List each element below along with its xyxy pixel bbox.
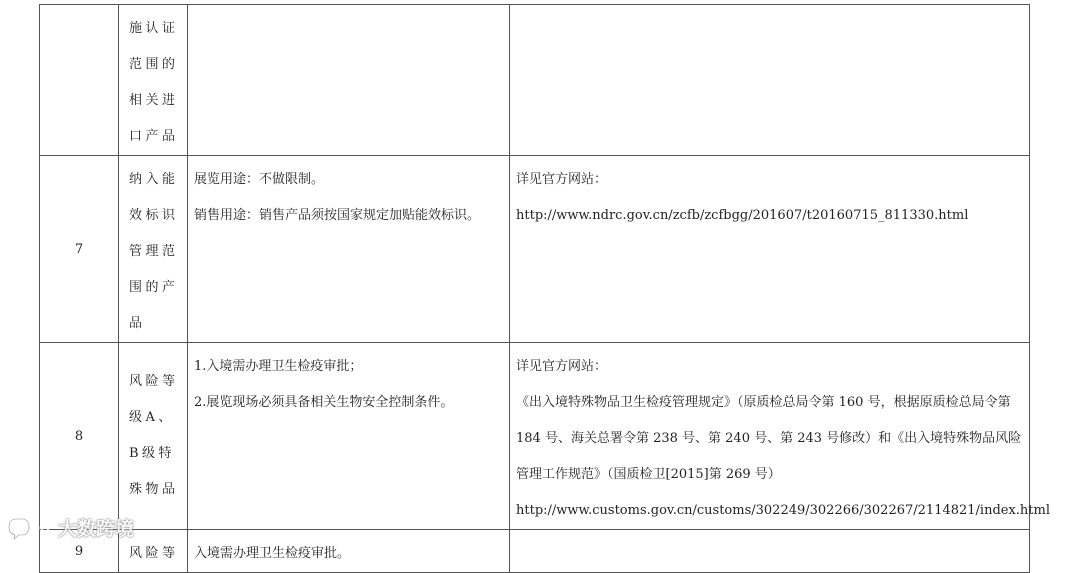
row-number — [40, 5, 119, 156]
requirement-line: 销售用途：销售产品须按国家规定加贴能效标识。 — [194, 208, 481, 223]
reference-url[interactable]: http://www.ndrc.gov.cn/zcfb/zcfbgg/201607/t20160715_811330.html — [516, 208, 969, 223]
reference-cell — [510, 5, 1030, 156]
requirement-line: 展览用途：不做限制。 — [194, 172, 325, 187]
reference-text: 《出入境特殊物品卫生检疫管理规定》（原质检总局令第 160 号，根据原质检总局令第 184 号、海关总署令第 238 号、第 240 号、第 243 号修改）和《出入境特殊物品风险管理工作规范》（国质检卫[2015]第 269 号） — [516, 395, 1022, 482]
product-name: 纳入能效标识管理范围的产品 — [119, 156, 188, 343]
product-name: 风险等 — [119, 530, 188, 573]
requirement-line: 入境需办理卫生检疫审批。 — [194, 546, 351, 561]
table-row — [40, 343, 1030, 530]
regulation-table — [39, 4, 1051, 573]
watermark-text: 大数跨境 — [58, 518, 135, 540]
reference-label: 详见官方网站： — [516, 359, 608, 374]
reference-cell — [510, 343, 1051, 530]
requirements-cell — [188, 5, 510, 156]
row-number: 7 — [40, 156, 119, 343]
row-number: 9 — [40, 530, 119, 573]
watermark — [8, 514, 134, 541]
reference-cell — [510, 530, 1030, 573]
requirements-cell — [188, 530, 510, 573]
requirement-line: 2.展览现场必须具备相关生物安全控制条件。 — [194, 395, 454, 410]
row-number: 8 — [40, 343, 119, 530]
table-row — [40, 156, 1030, 343]
requirements-cell — [188, 343, 510, 530]
table-row — [40, 530, 1030, 573]
requirement-line: 1.入境需办理卫生检疫审批； — [194, 359, 363, 374]
reference-label: 详见官方网站： — [516, 172, 608, 187]
product-name: 风险等级A、B级特殊物品 — [119, 343, 188, 530]
requirements-cell — [188, 156, 510, 343]
product-name: 施认证范围的相关进口产品 — [119, 5, 188, 156]
chat-bubble-icon — [8, 516, 54, 540]
reference-cell — [510, 156, 1030, 343]
reference-url[interactable]: http://www.customs.gov.cn/customs/302249/302266/302267/2114821/index.html — [516, 503, 1051, 518]
table-row — [40, 5, 1030, 156]
